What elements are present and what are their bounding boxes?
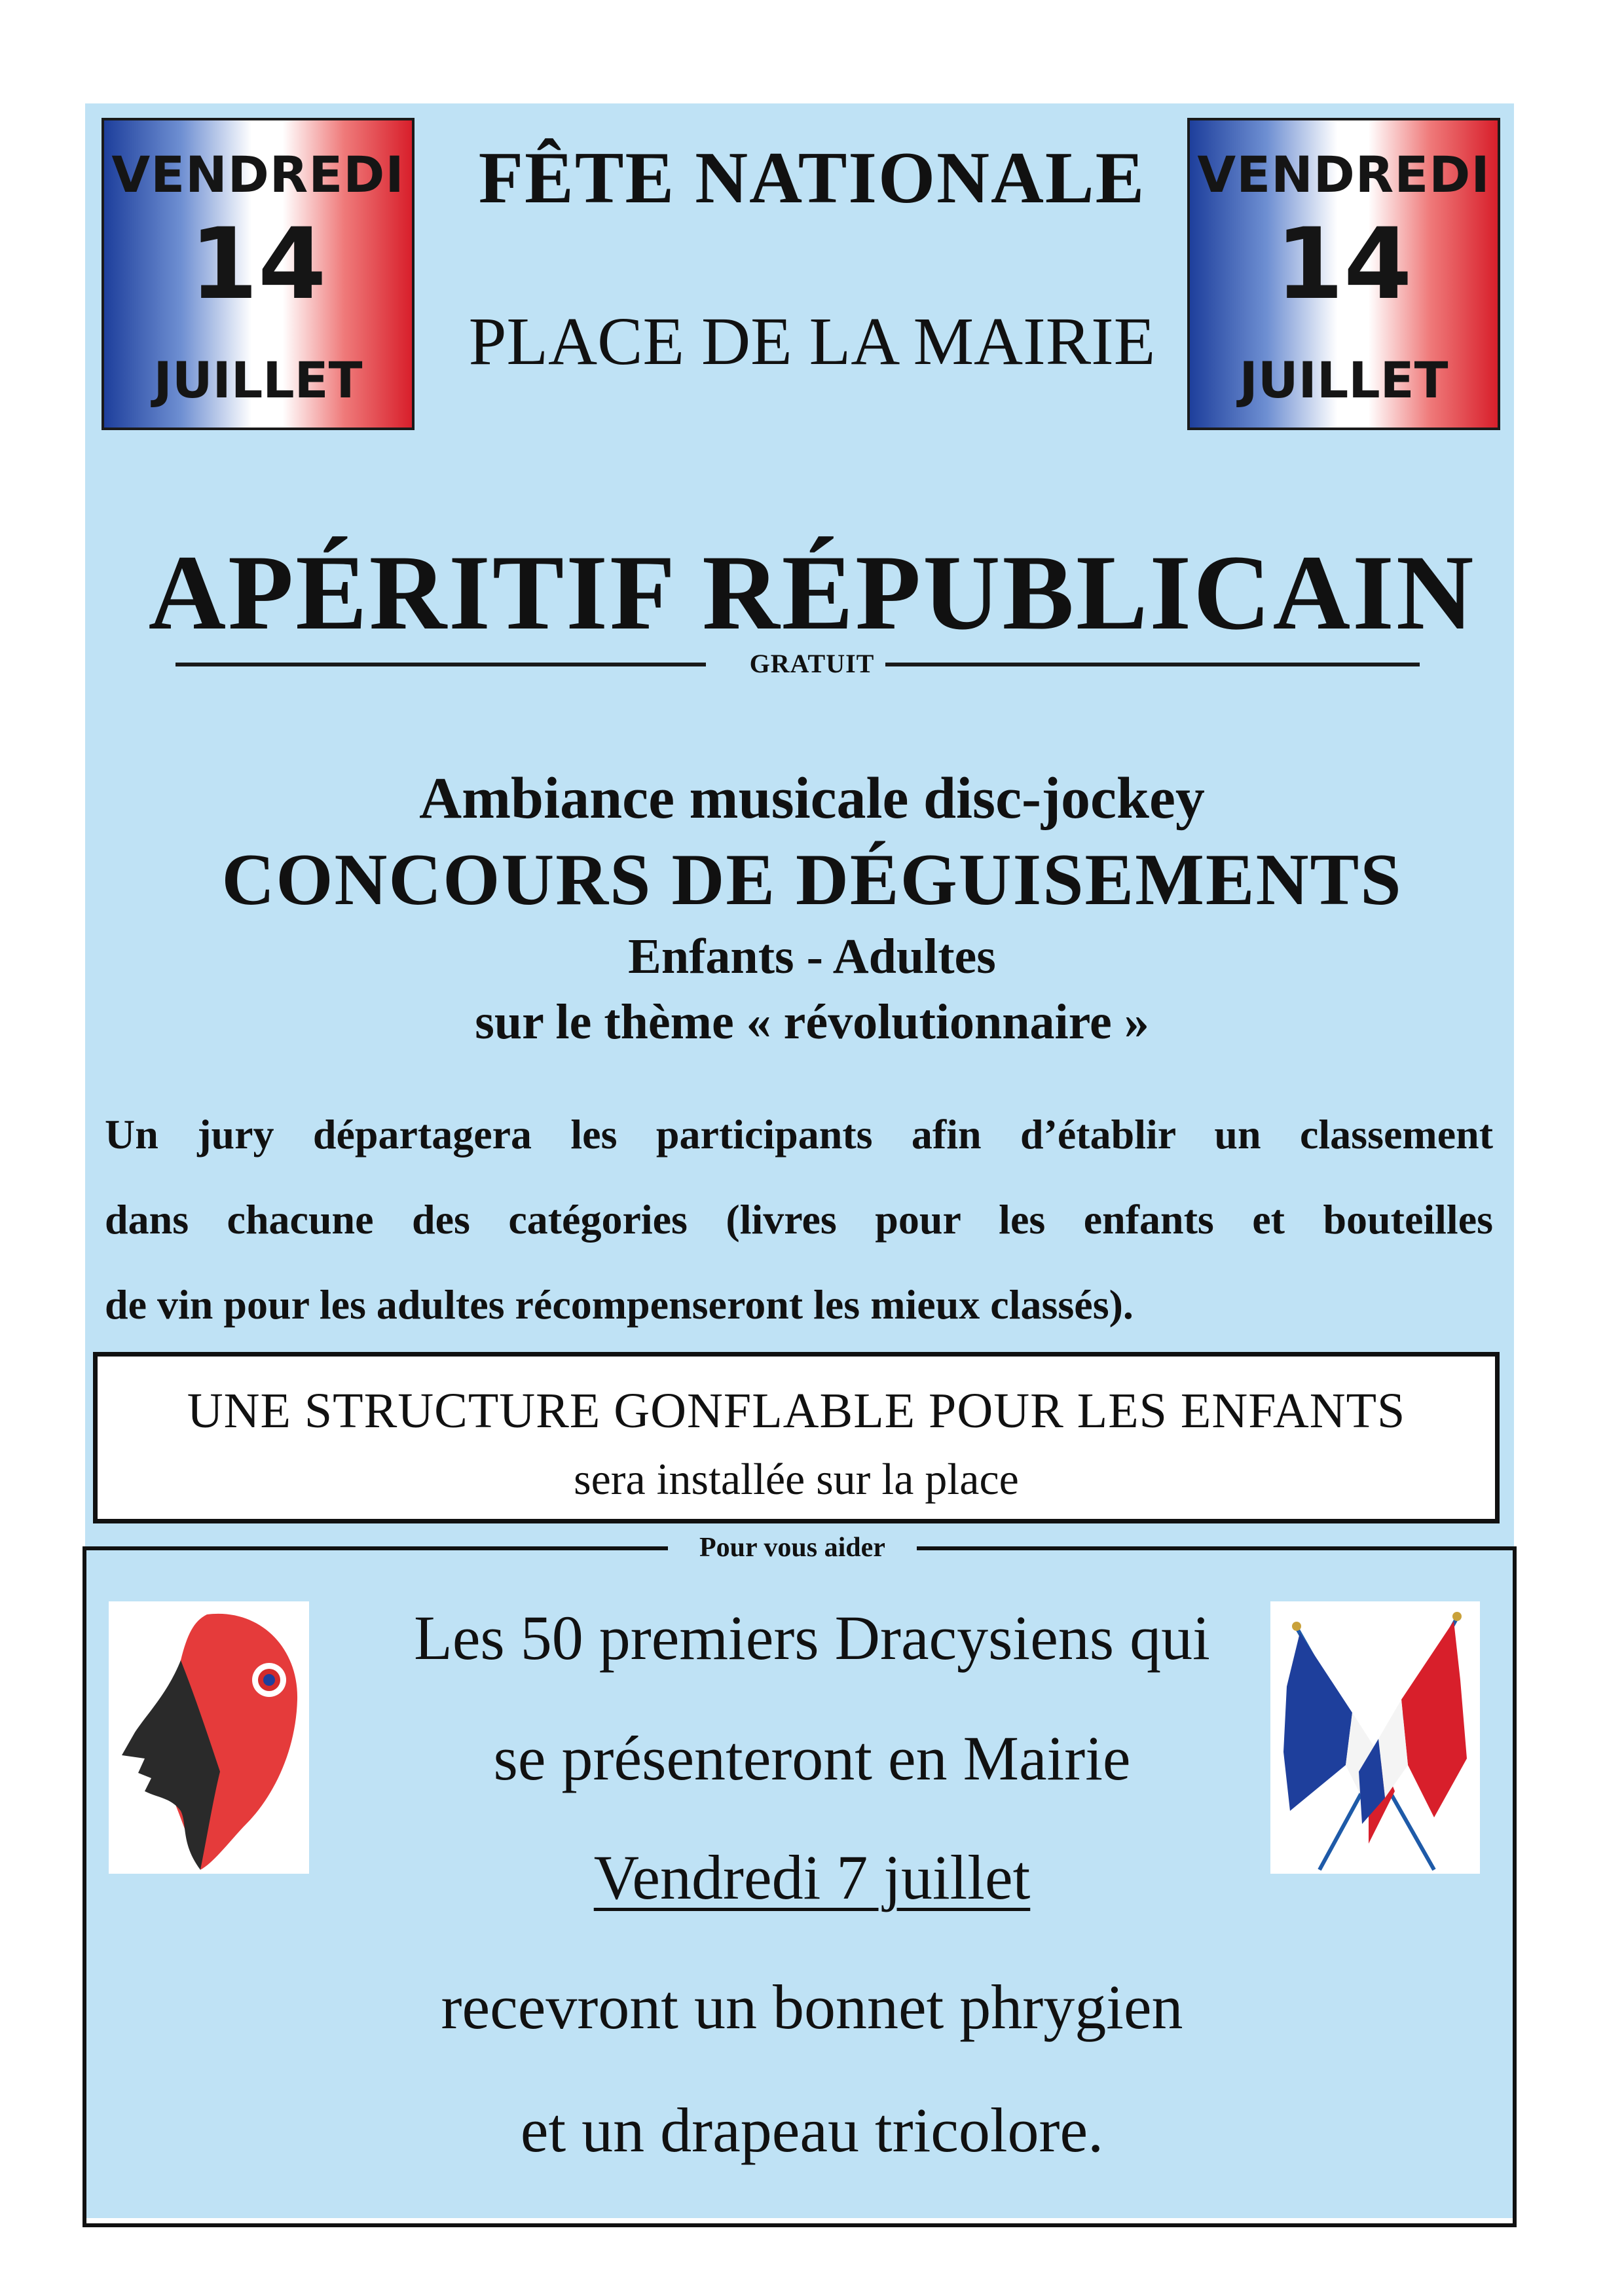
- jury-paragraph: [105, 1092, 1493, 1347]
- badge-month: JUILLET: [1239, 351, 1449, 409]
- jury-line: dans chacune des catégories (livres pour les enfants et bouteilles: [105, 1196, 1493, 1243]
- contest-title: CONCOURS DE DÉGUISEMENTS: [221, 839, 1403, 920]
- event-location: PLACE DE LA MAIRIE: [468, 304, 1156, 379]
- badge-date: 14: [1275, 208, 1412, 321]
- badge-date: 14: [189, 208, 327, 321]
- contest-categories: Enfants - Adultes: [628, 929, 996, 984]
- badge-day: VENDREDI: [1197, 145, 1490, 204]
- inflatable-notice-box: [93, 1352, 1500, 1523]
- inflatable-title: UNE STRUCTURE GONFLABLE POUR LES ENFANTS: [187, 1383, 1406, 1438]
- free-note: GRATUIT: [749, 649, 875, 678]
- offer-line: se présenteront en Mairie: [493, 1723, 1131, 1793]
- offer-line: Les 50 premiers Dracysiens qui: [414, 1603, 1210, 1673]
- offer-label: Pour vous aider: [668, 1532, 917, 1563]
- music-line: Ambiance musicale disc-jockey: [419, 766, 1205, 831]
- offer-line: recevront un bonnet phrygien: [441, 1972, 1183, 2042]
- jury-line: Un jury départagera les participants afin d’établir un classement: [105, 1111, 1493, 1157]
- offer-date: Vendredi 7 juillet: [593, 1842, 1031, 1912]
- inflatable-subtitle: sera installée sur la place: [574, 1454, 1019, 1504]
- event-title: FÊTE NATIONALE: [478, 137, 1146, 219]
- headline: APÉRITIF RÉPUBLICAIN: [148, 534, 1476, 652]
- jury-line: de vin pour les adultes récompenseront les mieux classés).: [105, 1281, 1134, 1328]
- contest-theme: sur le thème « révolutionnaire »: [475, 994, 1149, 1049]
- offer-line: et un drapeau tricolore.: [520, 2095, 1104, 2165]
- badge-month: JUILLET: [153, 351, 363, 409]
- badge-day: VENDREDI: [111, 145, 405, 204]
